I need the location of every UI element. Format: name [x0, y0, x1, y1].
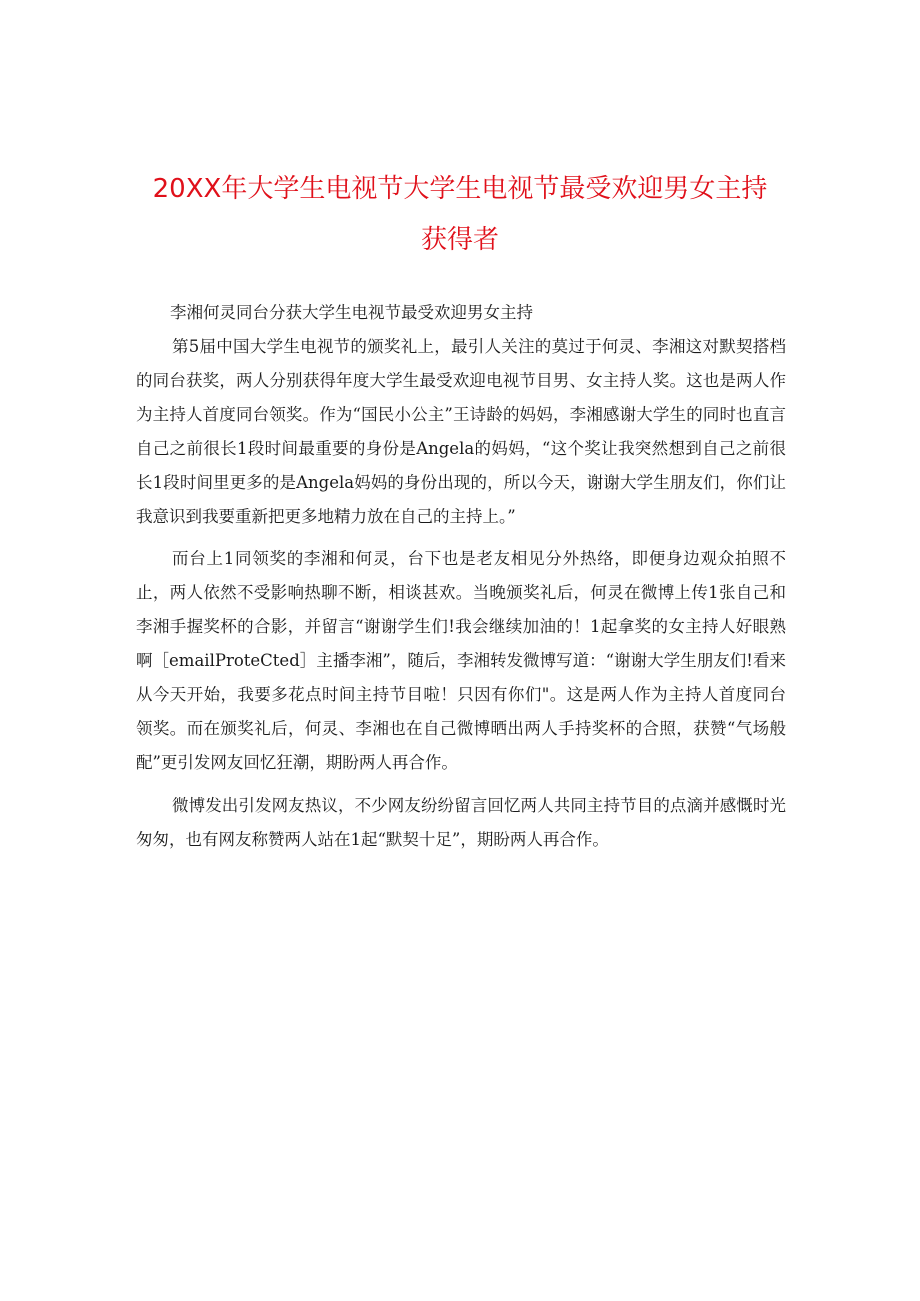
document-subtitle: 李湘何灵同台分获大学生电视节最受欢迎男女主持 — [170, 303, 533, 322]
document-title-line-2: 获得者 — [420, 225, 499, 255]
document-title-line-1: 20XX年大学生电视节大学生电视节最受欢迎男女主持 — [152, 174, 768, 204]
paragraph-3: 微博发出引发网友热议，不少网友纷纷留言回忆两人共同主持节目的点滴并感慨时光匆匆，也有网友称赞两人站在1起“默契十足”，期盼两人再合作。 — [136, 796, 786, 849]
paragraph-1: 第5届中国大学生电视节的颁奖礼上，最引人关注的莫过于何灵、李湘这对默契搭档的同台获奖，两人分别获得年度大学生最受欢迎电视节目男、女主持人奖。这也是两人作为主持人首度同台领奖。作为“国民小公主”王诗龄的妈妈，李湘感谢大学生的同时也直言自己之前很长1段时间最重要的身份是Angela的妈妈，“这个奖让我突然想到自己之前很长1段时间里更多的是Angela妈妈的身份出现的，所以今天，谢谢大学生朋友们，你们让我意识到我要重新把更多地精力放在自己的主持上。” — [136, 337, 786, 526]
paragraph-2: 而台上1同领奖的李湘和何灵，台下也是老友相见分外热络，即便身边观众拍照不止，两人依然不受影响热聊不断，相谈甚欢。当晚颁奖礼后，何灵在微博上传1张自己和李湘手握奖杯的合影，并留言“谢谢学生们!我会继续加油的！1起拿奖的女主持人好眼熟啊［emailProteCted］主播李湘”，随后，李湘转发微博写道：“谢谢大学生朋友们!看来从今天开始，我要多花点时间主持节目啦！只因有你们"。这是两人作为主持人首度同台领奖。而在颁奖礼后，何灵、李湘也在自己微博晒出两人手持奖杯的合照，获赞“气场般配”更引发网友回忆狂潮，期盼两人再合作。 — [136, 549, 786, 772]
